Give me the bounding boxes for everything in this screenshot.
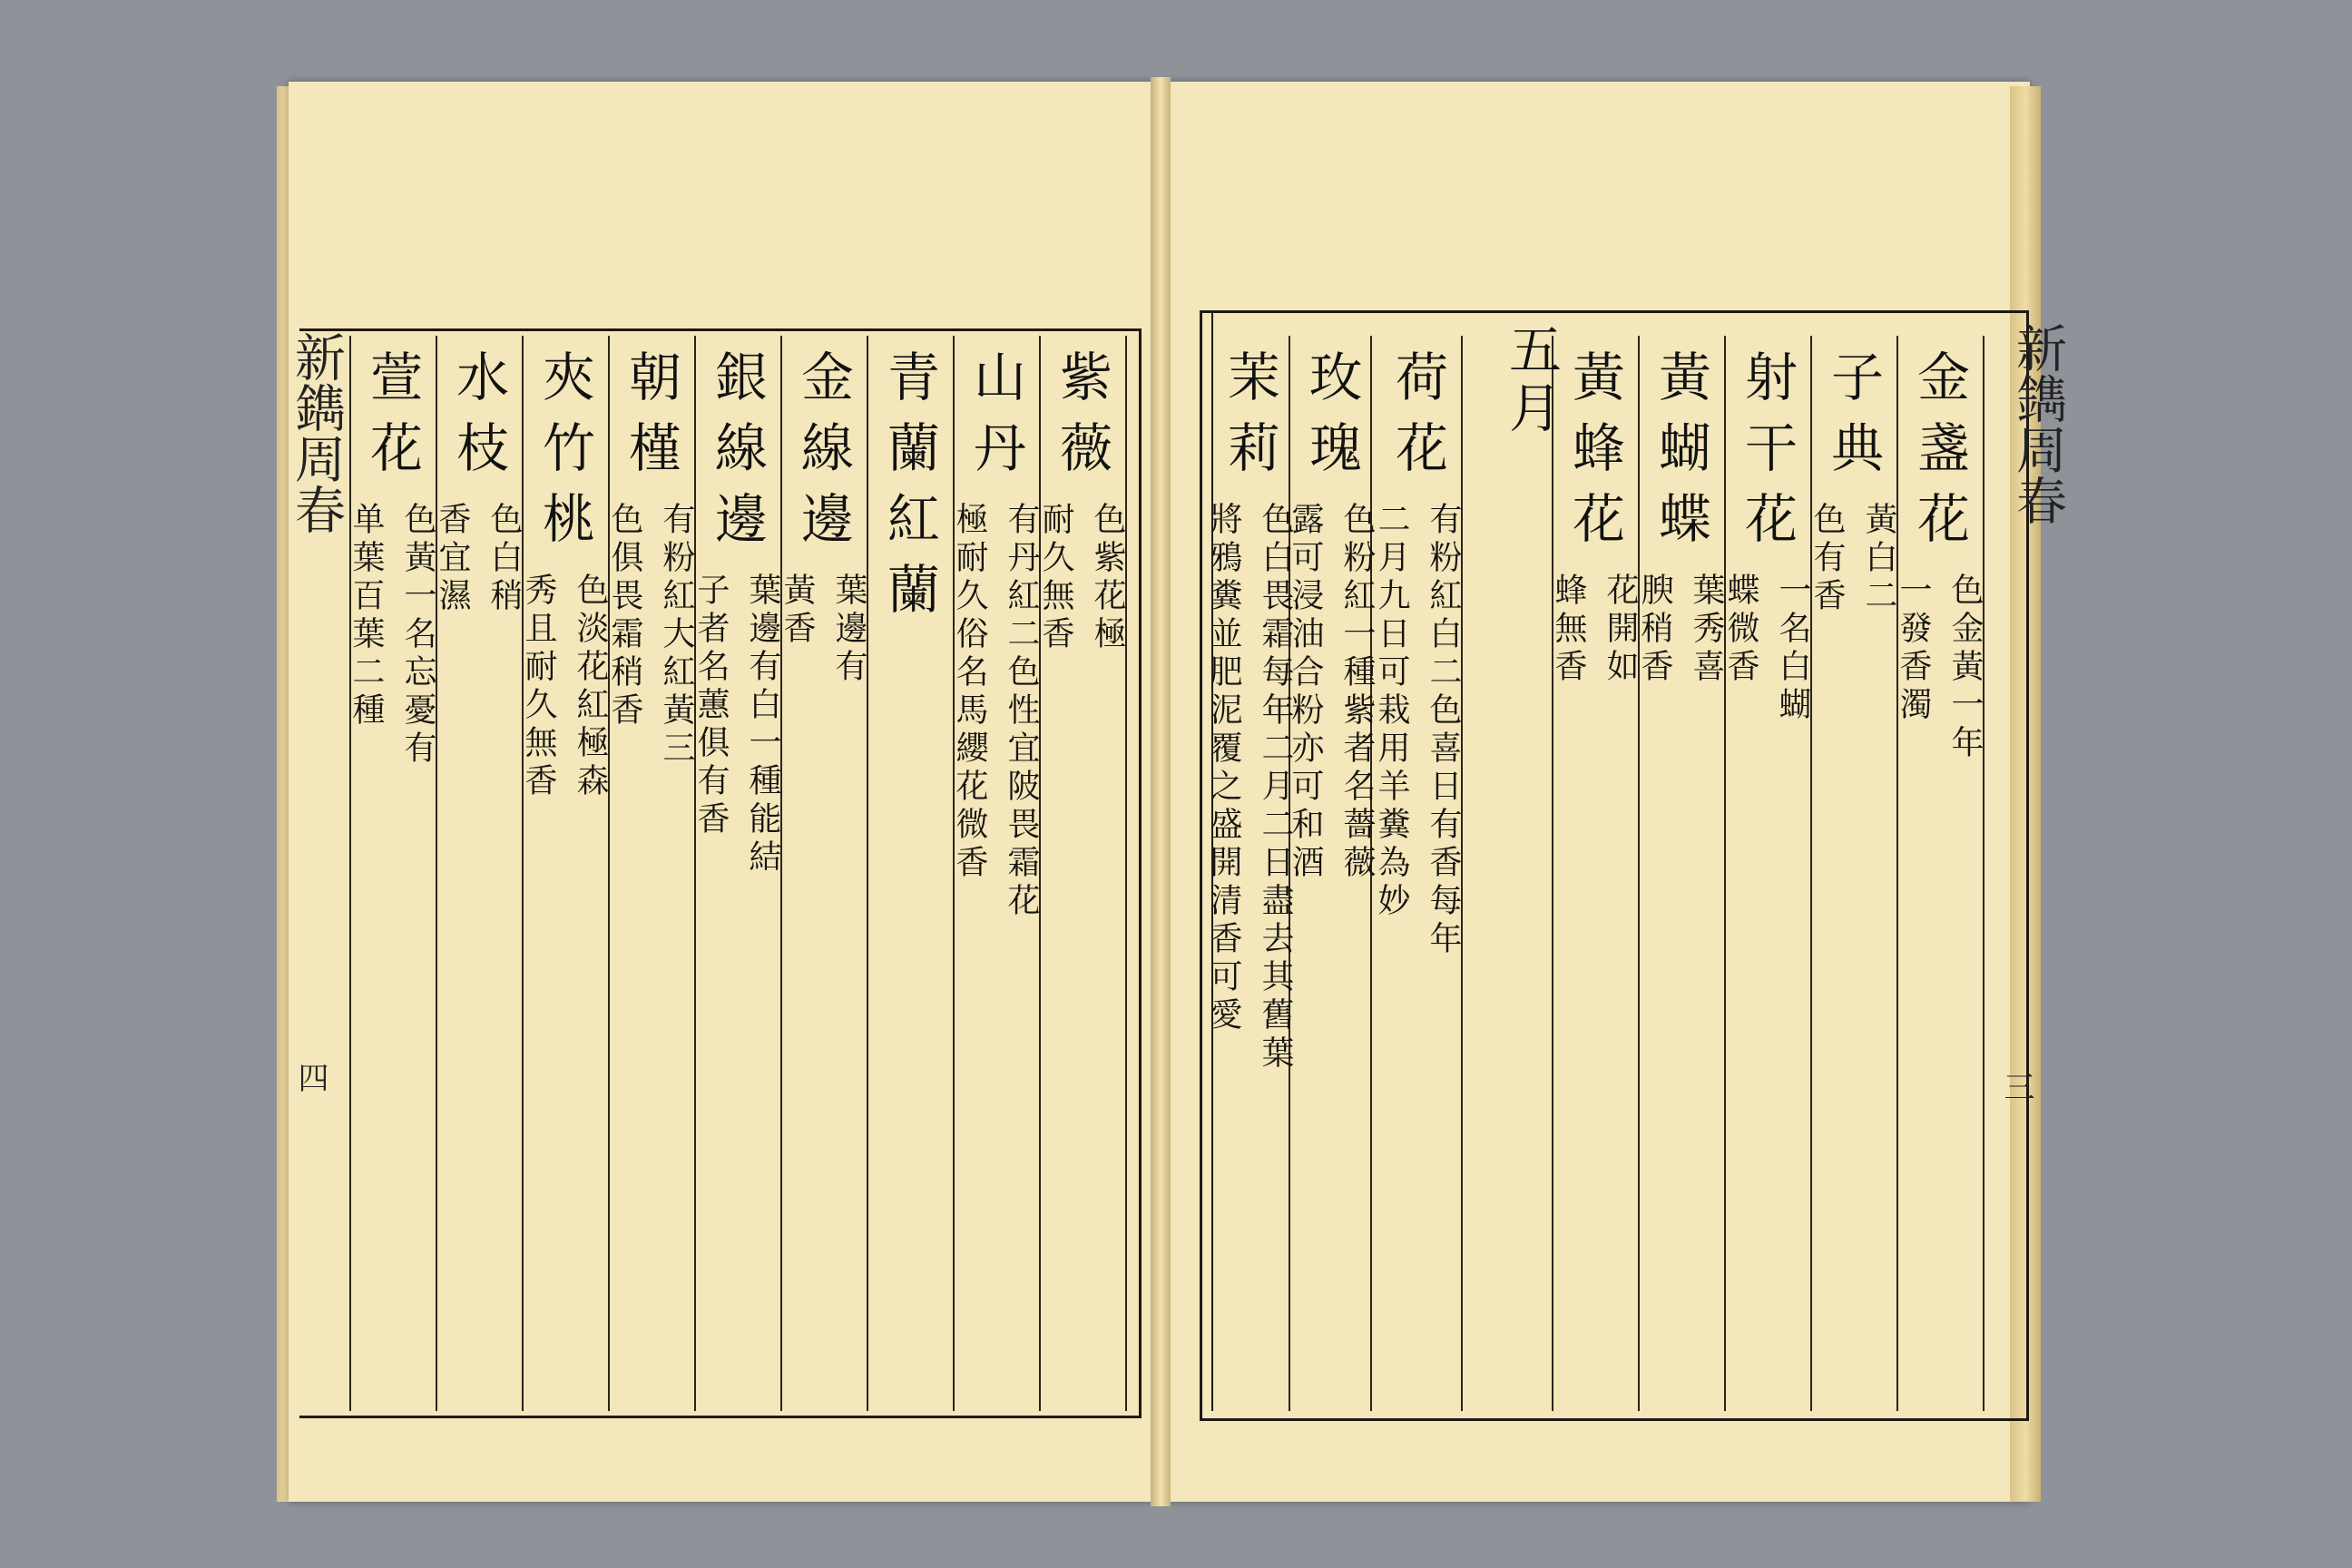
plant-note [1718, 573, 1816, 725]
column-rule [608, 336, 610, 1411]
note-line: 有丹紅二色性宜陂畏霜花 [1003, 502, 1040, 921]
entry-column [1550, 349, 1639, 687]
note-line: 葉邊有白一種能結 [744, 573, 781, 877]
note-line: 二月九日可栽用羊糞為妙 [1373, 502, 1410, 921]
note-line: 葉秀喜 [1688, 573, 1725, 687]
column-rule [1724, 336, 1726, 1411]
plant-name: 茉莉 [1219, 349, 1280, 491]
month-heading: 五月 [1500, 322, 1562, 438]
plant-name: 紫薇 [1051, 349, 1112, 491]
plant-name: 青蘭紅蘭 [878, 349, 940, 632]
note-line: 葉邊有 [830, 573, 867, 687]
plant-name: 荷花 [1387, 349, 1448, 491]
note-line: 一發香濁 [1895, 573, 1932, 725]
note-line: 色淡花紅極森 [572, 573, 609, 801]
note-line: 露可浸油合粉亦可和酒 [1287, 502, 1324, 883]
entry-column [1205, 349, 1294, 1073]
entry-column [606, 349, 695, 769]
note-line: 蝶微香 [1722, 573, 1759, 687]
note-line: 花開如 [1602, 573, 1639, 687]
plant-note [343, 502, 441, 769]
note-line: 黃白二 [1860, 502, 1897, 616]
plant-name: 射干花 [1736, 349, 1798, 562]
column-rule [436, 336, 437, 1411]
note-line: 色紫花極 [1089, 502, 1126, 654]
plant-note [688, 573, 786, 877]
note-line: 子者名蕙俱有香 [692, 573, 730, 839]
entry-column [1037, 349, 1126, 654]
plant-note [1368, 502, 1466, 959]
note-line: 蜂無香 [1550, 573, 1587, 687]
note-line: 極耐久俗名馬纓花微香 [951, 502, 988, 883]
note-line: 色金黃一年 [1946, 573, 1984, 763]
note-line: 单葉百葉二種 [348, 502, 385, 730]
plant-name: 山丹 [965, 349, 1026, 491]
column-rule [1896, 336, 1898, 1411]
plant-name: 水枝 [447, 349, 509, 491]
plant-note [429, 502, 527, 616]
note-line: 耐久無香 [1037, 502, 1074, 654]
entry-column [348, 349, 436, 769]
entry-column [1373, 349, 1462, 959]
plant-note [946, 502, 1044, 921]
note-line: 有粉紅大紅黃三 [658, 502, 695, 769]
column-rule [1983, 336, 1984, 1411]
column-rule [1638, 336, 1640, 1411]
plant-name: 銀線邊 [706, 349, 768, 562]
plant-note [1804, 502, 1902, 616]
column-rule [1552, 336, 1553, 1411]
plant-note [515, 573, 613, 801]
entry-column [692, 349, 781, 877]
plant-note [1890, 573, 1988, 763]
plant-note [774, 573, 872, 687]
book-gutter [1151, 77, 1171, 1506]
note-line: 色黃一名忘憂有 [399, 502, 436, 769]
plant-name: 黃蝴蝶 [1650, 349, 1711, 562]
note-line: 一名白蝴 [1774, 573, 1811, 725]
entry-column [951, 349, 1040, 921]
plant-name: 子典 [1822, 349, 1884, 491]
plant-note [602, 502, 700, 769]
plant-name: 金線邊 [792, 349, 854, 562]
left-margin-title: 新鐫周春 [287, 331, 346, 534]
note-line: 色有香 [1808, 502, 1846, 616]
column-rule [1810, 336, 1812, 1411]
entry-column [871, 349, 947, 632]
note-line: 腴稍香 [1636, 573, 1673, 687]
plant-name: 玫瑰 [1300, 349, 1362, 491]
note-line: 黃香 [779, 573, 816, 649]
plant-name: 夾竹桃 [534, 349, 595, 562]
plant-name: 朝槿 [620, 349, 681, 491]
column-rule [1125, 336, 1127, 1411]
plant-name: 黃蜂花 [1563, 349, 1625, 562]
plant-name: 金盞花 [1908, 349, 1970, 562]
note-line: 色白畏霜每年二月二日盡去其舊葉 [1257, 502, 1294, 1073]
note-line: 秀且耐久無香 [520, 573, 557, 801]
note-line: 將鴉糞並肥泥覆之盛開清香可愛 [1205, 502, 1242, 1035]
entry-column [1636, 349, 1725, 687]
entry-column [779, 349, 867, 687]
note-line: 有粉紅白二色喜日有香每年 [1425, 502, 1462, 959]
plant-note [1545, 573, 1643, 687]
note-line: 香宜濕 [434, 502, 471, 616]
entry-column [434, 349, 523, 616]
column-rule [522, 336, 524, 1411]
plant-note [1033, 502, 1131, 654]
column-rule [867, 336, 868, 1411]
right-folio: 三 [1998, 1071, 2034, 1102]
entry-column [1287, 349, 1376, 883]
left-folio: 四 [292, 1062, 328, 1093]
note-line: 色俱畏霜稍香 [606, 502, 643, 730]
entry-column [1895, 349, 1984, 763]
plant-name: 萱花 [361, 349, 423, 491]
right-margin-title: 新鐫周春 [2008, 322, 2067, 525]
note-line: 色粉紅一種紫者名薔薇 [1338, 502, 1376, 883]
entry-column [1722, 349, 1811, 725]
entry-column [1808, 349, 1897, 616]
entry-column [520, 349, 609, 801]
plant-note [1200, 502, 1298, 1073]
note-line: 色白稍 [485, 502, 523, 616]
plant-note [1632, 573, 1730, 687]
